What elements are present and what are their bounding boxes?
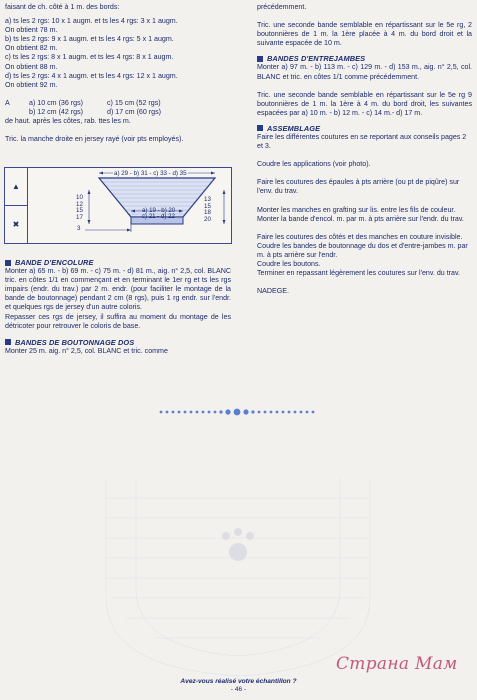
left-column xyxy=(5,3,231,144)
assemblage-heading xyxy=(257,124,472,133)
buttonhole-para: Tric. une seconde bande semblable en répartissant sur le 5e rg, 2 boutonnières de 1 m. la 1ère placée à 4 m. du bord droit et la suivante espacée de 10 m. xyxy=(257,21,472,48)
encolure-title: BANDE D'ENCOLURE xyxy=(15,258,94,267)
size-result-d: On obtient 92 m. xyxy=(5,80,58,89)
section-square-icon xyxy=(5,339,11,345)
boutonnage-title: BANDES DE BOUTONNAGE DOS xyxy=(15,337,135,347)
assembly-step-2: Coudre les applications (voir photo). xyxy=(257,160,371,169)
sleeve-note: Tric. la manche droite en jersey rayé (voir pts employés). xyxy=(5,135,184,144)
measure-c: c) 15 cm (52 rgs) xyxy=(107,98,161,107)
assembly-step-7: Coudre les bandes de boutonnage du dos et d'entre-jambes m. par m. à pts arrière sur l'endr. xyxy=(257,241,468,259)
section-square-icon xyxy=(257,56,263,62)
sleeve-schematic xyxy=(4,167,232,244)
left-column-lower xyxy=(5,254,231,356)
right-scale-d: 20 xyxy=(204,215,211,223)
size-line-b: b) ts les 2 rgs: 9 x 1 augm. et ts les 4 rgs: 5 x 1 augm. xyxy=(5,35,174,44)
boutonnage-text: Monter 25 m. aig. n° 2,5, col. BLANC et tric. comme xyxy=(5,346,168,355)
measure-d: d) 17 cm (60 rgs) xyxy=(107,107,162,116)
measure-a: a) 10 cm (36 rgs) xyxy=(29,98,84,107)
footer-question: Avez-vous réalisé votre échantillon ? xyxy=(180,678,297,685)
encolure-text: Monter a) 65 m. - b) 69 m. - c) 75 m. - d) 81 m., aig. n° 2,5, col. BLANC tric. en côtes 1/1 en commençant et en terminant le 1er rg et ts les rgs impairs (endr. du trav.) par 2 m. endr. (pour faciliter le montage de la bande de boutonnage) pendant 2 cm (8 rgs), puis 1 rg endr. sur l'endr. et quelques rgs de jersey d'un autre coloris. xyxy=(5,267,231,312)
left-scale-c: 15 xyxy=(76,207,83,214)
assembly-step-6: Faire les coutures des côtés et des manches en couture invisible. xyxy=(257,232,463,241)
assembly-step-1: Faire les différentes coutures en se reportant aux conseils pages 2 et 3. xyxy=(257,133,467,151)
left-scale-b: 12 xyxy=(76,200,83,208)
schematic-legend xyxy=(5,168,28,243)
size-result-a: On obtient 78 m. xyxy=(5,26,58,35)
entrejambes-heading xyxy=(257,54,472,63)
dotted-separator xyxy=(157,404,317,420)
assembly-step-8: Coudre les boutons. xyxy=(257,259,321,268)
right-intro: précédemment. xyxy=(257,3,307,11)
reverse-side-bleed xyxy=(96,478,380,678)
entrejambes-text-2: Tric. une seconde bande semblable en répartissant sur le 5e rg 9 boutonnières de 1 m. la 1ère à 4 m. du bord droit, les suivantes espacées par a) 10 m. - b) 12 m. - c) 14 m.- d) 17 m. xyxy=(257,90,472,117)
assembly-step-9: Terminer en repassant légèrement les coutures sur l'env. du trav. xyxy=(257,269,460,278)
cuff-width-label-2: c) 21 - d) 22 xyxy=(142,213,175,220)
size-result-b: On obtient 82 m. xyxy=(5,44,58,53)
right-scale-b: 15 xyxy=(204,202,211,210)
size-result-c: On obtient 88 m. xyxy=(5,62,58,71)
measure-row-2 xyxy=(5,108,231,117)
intro-text: faisant de ch. côté à 1 m. des bords: xyxy=(5,3,120,11)
rib-height-label: 3 xyxy=(77,225,81,232)
measure-tail: de haut. après les côtes, rab. ttes les m. xyxy=(5,117,131,126)
page-footer xyxy=(0,678,477,694)
size-line-c: c) ts les 2 rgs: 8 x 1 augm. et ts les 4 rgs: 8 x 1 augm. xyxy=(5,53,174,62)
designer-signature: NADEGE. xyxy=(257,287,289,296)
site-watermark: Страна Мам xyxy=(336,654,458,674)
encolure-heading xyxy=(5,258,231,267)
measure-b: b) 12 cm (42 rgs) xyxy=(29,107,84,116)
boutonnage-heading xyxy=(5,338,231,347)
assembly-step-5: Monter la bande d'encol. m. par m. à pts arrière sur l'endr. du trav. xyxy=(257,214,464,223)
right-scale-c: 18 xyxy=(204,209,211,216)
top-width-label: a) 29 - b) 31 - c) 33 - d) 35 xyxy=(114,170,187,177)
size-line-d: d) ts les 2 rgs: 4 x 1 augm. et ts les 4 rgs: 12 x 1 augm. xyxy=(5,71,178,80)
page-number: - 46 - xyxy=(230,686,247,693)
cuff-width-label-1: a) 19 - b) 20 xyxy=(142,207,176,214)
encolure-text-2: Repasser ces rgs de jersey, il suffira au moment du montage de les détricoter pour retrouver le coloris de base. xyxy=(5,312,231,330)
assembly-step-4: Monter les manches en grafting sur lis. entre les fils de couleur. xyxy=(257,205,456,214)
measure-row-1 xyxy=(5,99,231,108)
assembly-step-3: Faire les coutures des épaules à pts arrière (ou pt de piqûre) sur l'env. du trav. xyxy=(257,178,460,196)
entrejambes-title: BANDES D'ENTREJAMBES xyxy=(267,54,366,64)
left-scale-a: 10 xyxy=(76,194,83,201)
cross-marker-icon: ✖ xyxy=(5,205,27,243)
entrejambes-text: Monter a) 97 m. - b) 113 m. - c) 129 m. - d) 153 m., aig. n° 2,5, col. BLANC et tric. en côtes 1/1 comme précédemment. xyxy=(257,63,472,81)
height-scale-right xyxy=(204,197,211,223)
right-scale-a: 13 xyxy=(204,196,211,203)
right-column xyxy=(257,3,472,296)
triangle-marker-icon: ▲ xyxy=(12,182,20,191)
size-line-a: a) ts les 2 rgs: 10 x 1 augm. et ts les 4 rgs: 3 x 1 augm. xyxy=(5,17,178,26)
section-square-icon xyxy=(5,260,11,266)
height-scale-left xyxy=(76,195,83,221)
measure-letter: A xyxy=(5,98,10,107)
section-square-icon xyxy=(257,125,263,131)
sleeve-drawing xyxy=(27,168,231,243)
left-scale-d: 17 xyxy=(76,213,83,221)
assemblage-title: ASSEMBLAGE xyxy=(267,123,321,133)
